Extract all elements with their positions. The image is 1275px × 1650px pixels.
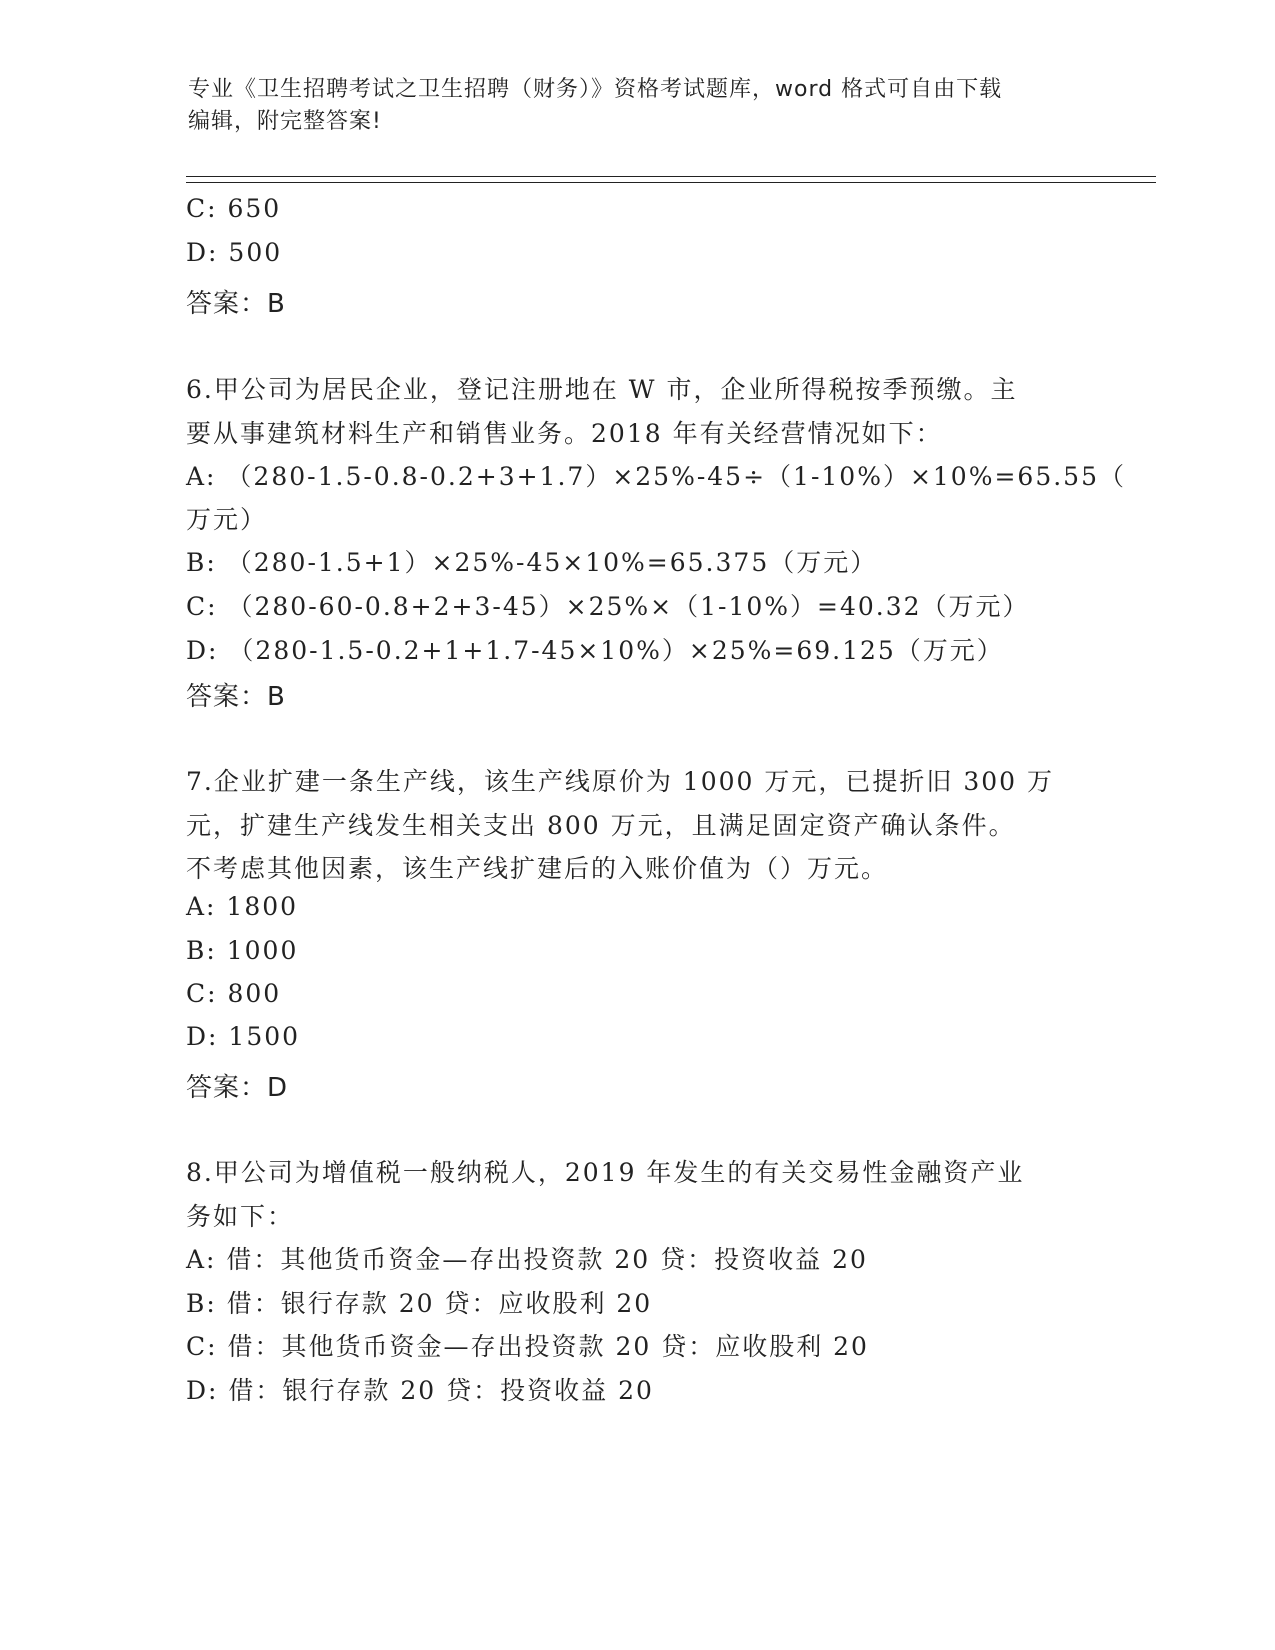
- q8-stem-line-2: 务如下：: [186, 1202, 295, 1231]
- prev-option-c: C: 650: [186, 194, 282, 223]
- header-divider-bottom: [186, 182, 1156, 183]
- q8-option-d: D: 借：银行存款 20 贷：投资收益 20: [186, 1376, 654, 1405]
- q6-answer: 答案：B: [186, 682, 286, 712]
- q7-stem-line-3: 不考虑其他因素，该生产线扩建后的入账价值为（）万元。: [186, 854, 889, 883]
- q8-stem-line-1: 8.甲公司为增值税一般纳税人，2019 年发生的有关交易性金融资产业: [186, 1158, 1025, 1187]
- document-header: [188, 74, 1088, 138]
- q7-option-d: D: 1500: [186, 1022, 301, 1051]
- q6-option-c: C: （280-60-0.8+2+3-45）×25%×（1-10%）=40.32（万元）: [186, 592, 1030, 621]
- q6-option-d: D: （280-1.5-0.2+1+1.7-45×10%）×25%=69.125（万元）: [186, 636, 1004, 665]
- q7-option-c: C: 800: [186, 979, 282, 1008]
- header-divider-top: [186, 176, 1156, 177]
- q7-stem-line-1: 7.企业扩建一条生产线，该生产线原价为 1000 万元，已提折旧 300 万: [186, 767, 1054, 796]
- q8-option-a: A: 借：其他货币资金—存出投资款 20 贷：投资收益 20: [186, 1245, 868, 1274]
- q8-option-c: C: 借：其他货币资金—存出投资款 20 贷：应收股利 20: [186, 1332, 869, 1361]
- q6-option-a-cont: 万元）: [186, 505, 268, 534]
- prev-option-d: D: 500: [186, 238, 283, 267]
- q6-stem-line-2: 要从事建筑材料生产和销售业务。2018 年有关经营情况如下：: [186, 419, 943, 448]
- q6-option-b: B: （280-1.5+1）×25%-45×10%=65.375（万元）: [186, 548, 878, 577]
- q7-option-a: A: 1800: [186, 892, 299, 921]
- q6-stem-line-1: 6.甲公司为居民企业，登记注册地在 W 市，企业所得税按季预缴。主: [186, 375, 1018, 404]
- q7-answer: 答案：D: [186, 1073, 289, 1103]
- q6-option-a: A: （280-1.5-0.8-0.2+3+1.7）×25%-45÷（1-10%）×10%=65.55（: [186, 462, 1126, 491]
- header-line-1: 专业《卫生招聘考试之卫生招聘（财务）》资格考试题库，word 格式可自由下载: [188, 77, 1003, 102]
- q7-stem-line-2: 元，扩建生产线发生相关支出 800 万元，且满足固定资产确认条件。: [186, 811, 1016, 840]
- q7-option-b: B: 1000: [186, 936, 299, 965]
- header-line-2: 编辑，附完整答案!: [188, 109, 382, 134]
- prev-answer: 答案：B: [186, 289, 286, 319]
- q8-option-b: B: 借：银行存款 20 贷：应收股利 20: [186, 1289, 653, 1318]
